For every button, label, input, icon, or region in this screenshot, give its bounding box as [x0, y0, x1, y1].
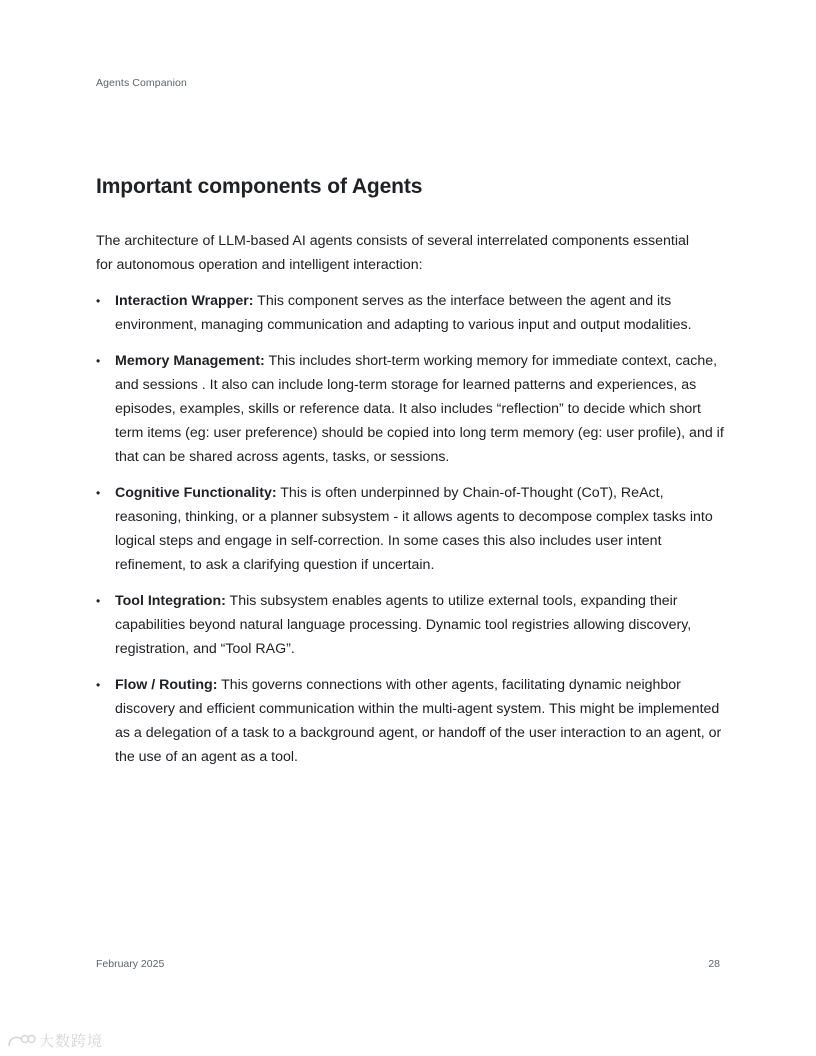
list-item-text: This governs connections with other agents, facilitating dynamic neighbor discovery and efficient communication within the multi-agent system. This might be implemented as a delegation of a task to a background agent, or handoff of the user interaction to an agent, or the use of an agent as a tool. — [115, 677, 722, 765]
bullet-icon: • — [96, 486, 101, 500]
list-item-term: Flow / Routing: — [115, 677, 218, 693]
list-item-term: Memory Management: — [115, 353, 265, 369]
list-item-tool-integration — [96, 589, 726, 661]
running-header: Agents Companion — [96, 77, 187, 89]
bullet-icon: • — [96, 354, 101, 368]
list-item-interaction-wrapper — [96, 289, 726, 337]
list-item-text: This is often underpinned by Chain-of-Thought (CoT), ReAct, reasoning, thinking, or a planner subsystem - it allows agents to decompose complex tasks into logical steps and engage in self-correction. In some cases this also includes user intent refinement, to ask a clarifying question if uncertain. — [115, 485, 713, 573]
list-item-memory-management — [96, 349, 726, 469]
list-item-term: Tool Integration: — [115, 593, 226, 609]
footer-date: February 2025 — [96, 958, 165, 970]
bullet-icon: • — [96, 678, 101, 692]
list-item-text: This component serves as the interface between the agent and its environment, managing communication and adapting to various input and output modalities. — [115, 293, 692, 333]
list-item-flow-routing — [96, 673, 726, 769]
page-number: 28 — [708, 958, 720, 970]
list-item-cognitive-functionality — [96, 481, 726, 577]
intro-paragraph: The architecture of LLM-based AI agents consists of several interrelated components essential for autonomous operation and intelligent interaction: — [96, 233, 690, 273]
component-list — [96, 289, 726, 769]
watermark-logo-icon — [6, 1032, 36, 1050]
watermark — [6, 1030, 103, 1051]
list-item-text: This subsystem enables agents to utilize external tools, expanding their capabilities beyond natural language processing. Dynamic tool registries allowing discovery, registration, and “Tool RAG”. — [115, 593, 692, 657]
section-title: Important components of Agents — [96, 175, 423, 198]
list-item-term: Cognitive Functionality: — [115, 485, 277, 501]
bullet-icon: • — [96, 594, 101, 608]
list-item-term: Interaction Wrapper: — [115, 293, 254, 309]
list-item-text: This includes short-term working memory for immediate context, cache, and sessions . It also can include long-term storage for learned patterns and experiences, as episodes, examples, skills or reference data. It also includes “reflection” to decide which short term items (eg: user preference) should be copied into long term memory (eg: user profile), and if that can be shared across agents, tasks, or sessions. — [115, 353, 724, 465]
bullet-icon: • — [96, 294, 101, 308]
watermark-text: 大数跨境 — [39, 1033, 104, 1050]
